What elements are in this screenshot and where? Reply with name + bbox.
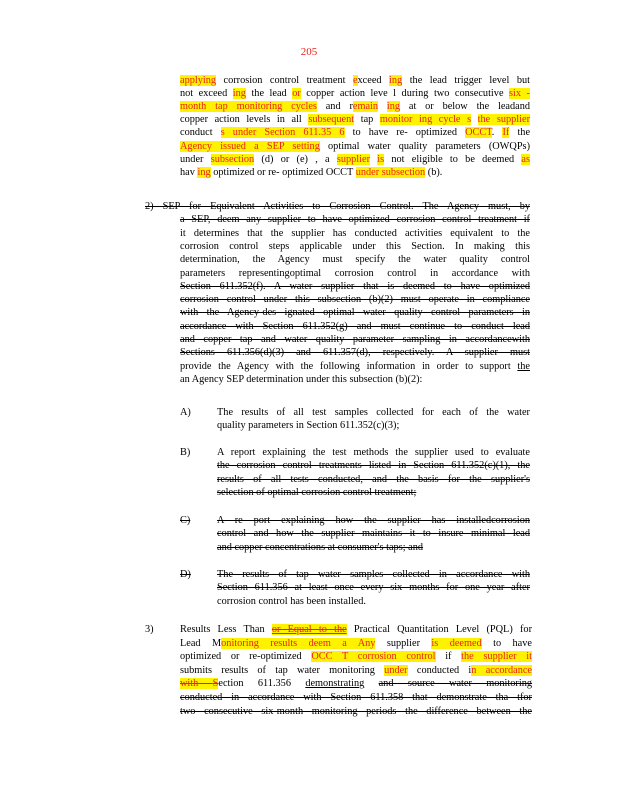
paragraph-line — [180, 153, 530, 166]
subitem-line — [217, 446, 530, 459]
text-run: applying — [180, 75, 217, 86]
item-3-line — [180, 637, 532, 650]
text-run: the lead trigger level but — [402, 75, 530, 86]
paragraph-line — [180, 140, 530, 153]
subitem-line — [217, 486, 530, 499]
text-run: provide the Agency with the following information in order to support — [180, 360, 518, 372]
text-run: optimized or re- optimized OCCT — [210, 166, 356, 178]
item-2-line — [180, 306, 530, 319]
text-run: supplier — [375, 637, 432, 649]
item-2-line — [180, 253, 530, 266]
subitem-label: C) — [180, 515, 191, 526]
text-run: or Equal to the — [271, 624, 347, 635]
item-2-line — [180, 213, 530, 226]
text-run: is — [377, 153, 385, 165]
text-run: corrosion control under this subsection (b)(2) must operate in compliance — [180, 294, 530, 306]
text-run: ap monitoring cycles — [218, 101, 317, 113]
item-2-line — [180, 293, 530, 306]
text-run: demonstrating — [305, 678, 365, 690]
text-run: submits results of tap water monitoring — [180, 664, 385, 676]
text-run: ing — [232, 88, 246, 100]
text-run: n accordance — [471, 664, 532, 676]
subitem-label: A) — [180, 407, 191, 418]
paragraph-line — [180, 166, 530, 179]
text-run: an Agency SEP determination under this subsection (b)(2): — [180, 373, 423, 385]
text-run: emain — [352, 101, 379, 113]
text-run: tap — [354, 114, 380, 126]
text-run: 2) SEP for Equivalent Activities to Corrosion Control. The Agency must, by — [145, 201, 530, 212]
text-run: the supplier it — [461, 651, 532, 663]
paragraph-line — [180, 100, 530, 113]
text-run: Sections 611.356(d)(3) and 611.357(d), respectively. A supplier must — [180, 347, 530, 359]
item-3-line — [180, 650, 532, 663]
item-3-line — [180, 677, 532, 690]
text-run: ection 611.356 — [218, 678, 306, 690]
text-run: it determines that the supplier has conducted activities equivalent to the — [180, 227, 530, 239]
item-2-line — [180, 320, 530, 333]
text-run: if — [435, 651, 462, 663]
text-run: The results of all test samples collected for each of the water — [217, 407, 530, 418]
text-run: A report explaining the test methods the supplier used to evaluate — [217, 447, 530, 458]
text-run: not exceed — [180, 88, 233, 100]
subitem-label: B) — [180, 447, 191, 458]
text-run: ing — [197, 166, 211, 178]
text-run: corrosion control treatment — [216, 75, 353, 86]
item-2-line — [180, 360, 530, 373]
text-run: conducted i — [407, 664, 472, 676]
subitem-line — [217, 473, 530, 486]
text-run: determination, the Agency must specify the water quality control — [180, 254, 530, 266]
subitem-line — [217, 595, 530, 608]
text-run: supplier — [336, 153, 371, 165]
text-run: two consecutive six-month monitoring periods the difference between the — [180, 705, 532, 717]
text-run: Results Less Than — [180, 624, 272, 635]
text-run: Lead M — [180, 637, 222, 649]
text-run: s under Section 611.35 6 — [220, 127, 345, 139]
text-run: Section 611.356 at least once every six months for one year after — [217, 582, 530, 594]
text-run: subsequent — [308, 114, 355, 126]
text-run: and copper tap and water quality parameter sampling in accordancewith — [180, 334, 530, 345]
text-run: (b). — [425, 166, 443, 178]
text-run: the supplier — [477, 114, 530, 126]
text-run: and copper concentrations at consumer's taps; and — [217, 541, 424, 553]
text-run: and source water monitoring — [378, 678, 533, 690]
subitem-line — [217, 459, 530, 472]
text-run: monitor ing cycle s — [379, 114, 472, 126]
item-2-line — [180, 240, 530, 253]
page-number: 205 — [300, 46, 318, 58]
text-run: quality parameters in Section 611.352(c)(3); — [217, 420, 400, 432]
text-run: to have — [481, 637, 532, 649]
text-run: Practical Quantitation Level (PQL) for — [346, 624, 533, 635]
item-3-label: 3) — [145, 624, 154, 635]
text-run: month t — [180, 101, 219, 113]
paragraph-line — [180, 87, 530, 100]
text-run: xceed — [357, 75, 390, 86]
item-2-line — [145, 200, 530, 213]
subitem-line — [217, 514, 530, 527]
text-run: copper action leve l during two consecutive — [300, 88, 510, 100]
text-run — [378, 101, 387, 112]
text-run: optimized or re-optimized — [180, 651, 312, 663]
text-run: OCCT — [465, 127, 492, 139]
item-3-line — [180, 664, 532, 677]
text-run: hav — [180, 166, 198, 178]
text-run: control and how the supplier maintains it to insure minimal lead — [217, 528, 530, 540]
text-run: Section 611.352(f). A water supplier that is deemed to have optimized — [180, 280, 530, 292]
text-run: (d) or (e) , a — [254, 153, 337, 165]
text-run: results of all tests conducted, and the basis for the supplier's — [217, 473, 530, 485]
text-run: six - — [509, 88, 530, 100]
text-run: . — [491, 127, 503, 139]
text-run: not eligible to be deemed — [384, 153, 522, 165]
text-run: to have re- optimized — [344, 127, 466, 139]
text-run — [364, 678, 378, 689]
text-run: under subsection — [355, 166, 426, 178]
text-run: the — [509, 127, 531, 139]
item-3-line — [180, 691, 532, 704]
text-run: onitoring results deem a Any — [221, 637, 376, 649]
text-run: copper action levels in all — [180, 114, 309, 126]
text-run: Agency issued a SEP setting — [180, 140, 320, 152]
subitem-line — [217, 581, 530, 594]
subitem-line — [217, 568, 530, 581]
text-run: OCC T corrosion control — [311, 651, 436, 663]
text-run: the — [517, 360, 530, 372]
subitem-line — [217, 406, 530, 419]
text-run: If — [502, 127, 510, 139]
subitem-line — [217, 419, 530, 432]
paragraph-line — [180, 74, 530, 87]
text-run: with S — [180, 678, 219, 690]
item-2-line — [180, 373, 530, 386]
text-run: accordance with Section 611.352(g) and must continue to conduct lead — [180, 320, 530, 332]
text-run: ing — [389, 75, 403, 86]
text-run: corrosion control has been installed. — [217, 595, 366, 607]
item-2-line — [180, 333, 530, 346]
text-run: corrosion control steps applicable under this Section. In making this — [180, 240, 530, 252]
item-2-line — [180, 280, 530, 293]
item-2-line — [180, 346, 530, 359]
text-run: a SEP, deem any supplier to have optimized corrosion control treatment if — [180, 214, 530, 226]
text-run: parameters representingoptimal corrosion control in accordance with — [180, 267, 530, 279]
text-run: ing — [386, 101, 401, 113]
paragraph-line — [180, 113, 530, 126]
text-run: selection of optimal corrosion control treatment; — [217, 486, 417, 498]
text-run: and r — [316, 101, 353, 113]
subitem-label: D) — [180, 569, 191, 580]
text-run: under — [180, 153, 211, 165]
text-run: The results of tap water samples collected in accordance with — [217, 569, 530, 580]
text-run: conducted in accordance with Section 611.358 that demonstrate tha tfor — [180, 692, 532, 703]
text-run: with the Agency-des ignated optimal water quality control parameters in — [180, 307, 530, 319]
text-run: e — [352, 75, 358, 86]
item-2-line — [180, 267, 530, 280]
text-run: optimal water quality parameters (OWQPs) — [319, 140, 530, 152]
text-run: at or below the leadand — [400, 101, 531, 113]
subitem-line — [217, 527, 530, 540]
text-run: conduct — [180, 127, 221, 139]
text-run: subsection — [210, 153, 255, 165]
item-3-line — [180, 705, 532, 718]
text-run: the lead — [245, 88, 293, 100]
text-run: or — [292, 88, 301, 100]
text-run — [471, 114, 478, 125]
text-run: the corrosion control treatments listed in Section 611.352(c)(1), the — [217, 460, 530, 472]
text-run: is deemed — [431, 637, 482, 649]
item-2-line — [180, 227, 530, 240]
item-3-line — [180, 623, 532, 636]
text-run: as — [521, 153, 530, 165]
paragraph-line — [180, 126, 530, 139]
text-run: under — [384, 664, 408, 676]
text-run: A re port explaining how the supplier has installedcorrosion — [217, 515, 530, 526]
subitem-line — [217, 541, 530, 554]
